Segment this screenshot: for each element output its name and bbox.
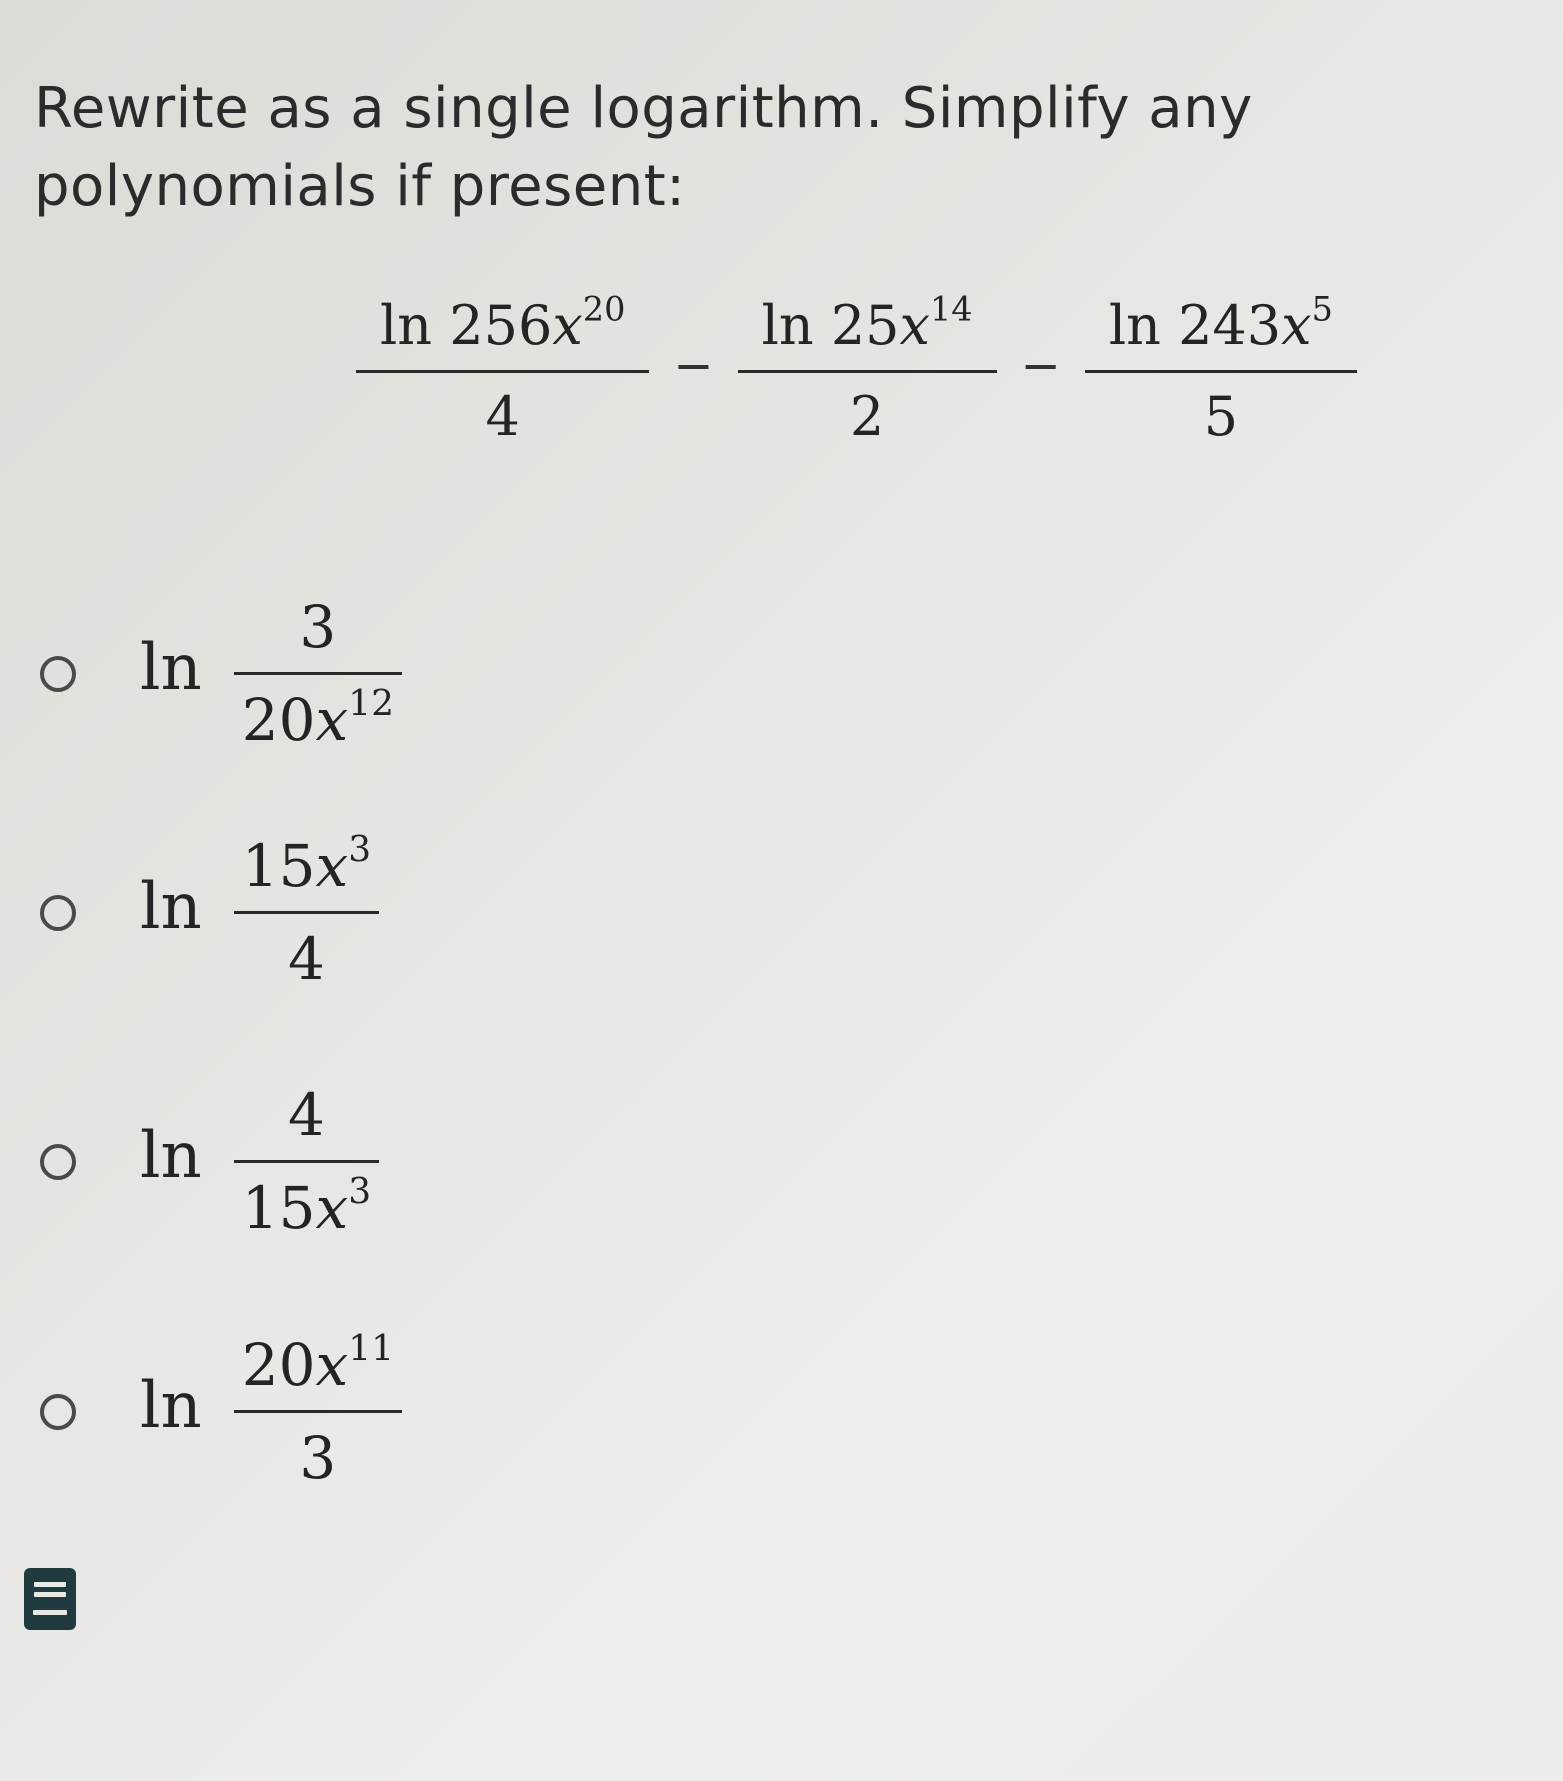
term-3-coef: 243: [1178, 294, 1282, 357]
option-d-fraction: [234, 1328, 402, 1495]
term-1-exp: 20: [582, 289, 626, 329]
answer-option-b[interactable]: [40, 829, 379, 996]
term-1-coef: 256: [449, 294, 553, 357]
answer-option-d[interactable]: [40, 1328, 402, 1495]
option-a-fn: ln: [140, 630, 202, 705]
answer-option-a[interactable]: [40, 590, 402, 757]
fraction-bar: [234, 1410, 402, 1413]
option-a-den-var: x: [315, 686, 349, 754]
calculator-icon[interactable]: [24, 1568, 76, 1630]
option-b-num-var: x: [315, 832, 349, 900]
option-a-num: 3: [299, 593, 337, 661]
term-2-fn: ln: [761, 294, 814, 357]
fraction-bar: [356, 370, 649, 373]
radio-button[interactable]: [40, 656, 76, 692]
expression-term-3: [1085, 290, 1357, 453]
option-c-num: 4: [287, 1081, 325, 1149]
option-d-den: 3: [299, 1424, 337, 1492]
option-c-den-var: x: [315, 1174, 349, 1242]
term-1-var: x: [552, 294, 583, 357]
term-2-coef: 25: [830, 294, 900, 357]
option-a-den-exp: 12: [348, 682, 394, 724]
option-c-fraction: [234, 1078, 379, 1245]
term-2-var: x: [899, 294, 931, 357]
fraction-bar: [1085, 370, 1357, 373]
radio-button[interactable]: [40, 1144, 76, 1180]
option-b-num-coef: 15: [241, 832, 316, 900]
option-b-num-exp: 3: [348, 828, 372, 870]
fraction-bar: [234, 672, 402, 675]
option-d-num-coef: 20: [241, 1331, 316, 1399]
term-1-fn: ln: [380, 294, 433, 357]
minus-operator: −: [1020, 337, 1061, 394]
fraction-bar: [234, 911, 379, 914]
option-c-den-exp: 3: [348, 1170, 372, 1212]
term-3-den: 5: [1203, 385, 1239, 448]
option-b-den: 4: [287, 925, 325, 993]
term-3-exp: 5: [1311, 289, 1333, 329]
term-2-exp: 14: [930, 289, 973, 329]
radio-button[interactable]: [40, 1394, 76, 1430]
fraction-bar: [234, 1160, 379, 1163]
option-b-fraction: [234, 829, 379, 996]
radio-button[interactable]: [40, 895, 76, 931]
term-1-den: 4: [485, 385, 520, 448]
option-d-num-var: x: [315, 1331, 349, 1399]
option-c-fn: ln: [140, 1118, 202, 1193]
expression-term-2: [738, 290, 997, 453]
given-expression: [356, 290, 1357, 453]
minus-operator: −: [673, 337, 714, 394]
fraction-bar: [738, 370, 997, 373]
option-a-fraction: [234, 590, 402, 757]
option-d-num-exp: 11: [348, 1327, 394, 1369]
option-d-fn: ln: [140, 1368, 202, 1443]
option-c-den-coef: 15: [241, 1174, 316, 1242]
option-a-den-coef: 20: [241, 686, 316, 754]
term-2-den: 2: [849, 385, 885, 448]
expression-term-1: [356, 290, 649, 453]
option-b-fn: ln: [140, 869, 202, 944]
question-prompt: Rewrite as a single logarithm. Simplify any polynomials if present:: [34, 76, 1253, 219]
answer-option-c[interactable]: [40, 1078, 379, 1245]
term-3-var: x: [1281, 294, 1312, 357]
term-3-fn: ln: [1108, 294, 1161, 357]
